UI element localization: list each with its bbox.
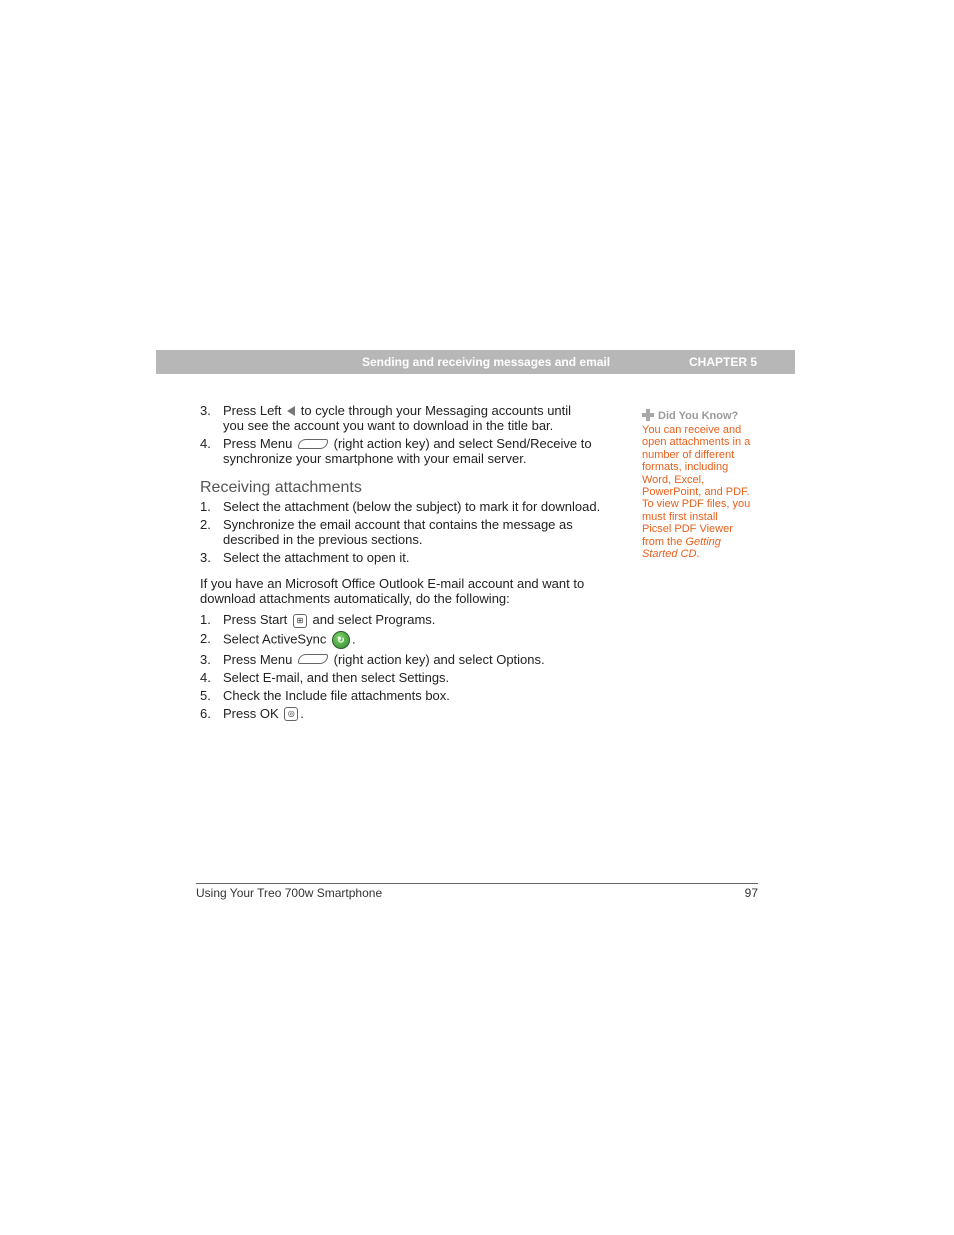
step-number: 3. xyxy=(200,651,211,667)
list-item xyxy=(200,670,620,685)
chapter-section-title: Sending and receiving messages and email xyxy=(362,355,611,369)
list-item xyxy=(200,631,620,649)
step-text: to cycle through your Messaging accounts until xyxy=(300,403,572,418)
step-number: 3. xyxy=(200,550,211,565)
page-number: 97 xyxy=(744,886,758,900)
step-text: you see the account you want to download in the title bar. xyxy=(223,418,554,433)
step-text: . xyxy=(351,631,356,646)
main-content xyxy=(200,403,620,724)
footer-book-title: Using Your Treo 700w Smartphone xyxy=(196,886,383,900)
list-item xyxy=(200,517,620,547)
list-item xyxy=(200,550,620,565)
step-text: Press Menu xyxy=(223,436,293,451)
sidebar-line: Word, Excel, xyxy=(642,473,705,486)
sidebar-title-text: Did You Know? xyxy=(658,410,739,422)
list-item xyxy=(200,706,620,722)
sidebar-italic: Getting xyxy=(685,535,721,548)
step-number: 3. xyxy=(200,403,211,418)
chapter-label: CHAPTER 5 xyxy=(689,355,758,369)
sidebar-line: open attachments in a xyxy=(642,436,751,449)
list-item xyxy=(200,688,620,703)
step-text: Press Menu xyxy=(223,651,293,667)
step-number: 1. xyxy=(200,499,211,514)
activesync-icon: ↻ xyxy=(332,631,350,649)
sidebar-line: To view PDF files, you xyxy=(642,498,751,511)
step-text: described in the previous sections. xyxy=(223,532,423,547)
step-text: Press Left xyxy=(223,403,282,418)
list-item xyxy=(200,403,620,433)
list-item xyxy=(200,499,620,514)
paragraph-text: download attachments automatically, do the following: xyxy=(200,591,510,606)
step-text: Select E-mail, and then select Settings. xyxy=(223,669,450,685)
ok-key-icon: ◎ xyxy=(284,707,298,721)
step-number: 1. xyxy=(200,612,211,627)
menu-key-icon xyxy=(298,439,328,449)
sidebar-line: from the xyxy=(642,535,686,548)
step-number: 4. xyxy=(200,436,211,451)
start-key-icon: ⊞ xyxy=(293,614,307,628)
sidebar-body xyxy=(642,424,760,560)
step-number: 2. xyxy=(200,630,211,646)
step-text: Check the Include file attachments box. xyxy=(223,687,450,703)
step-text: Synchronize the email account that contains the message as xyxy=(223,517,573,532)
left-arrow-icon xyxy=(287,406,295,416)
step-number: 6. xyxy=(200,705,211,721)
list-item xyxy=(200,612,620,628)
footer-divider xyxy=(196,883,758,884)
step-text: and select Programs. xyxy=(312,612,436,627)
sidebar-italic: Started CD xyxy=(642,548,697,561)
chapter-header-bar xyxy=(156,350,795,374)
sidebar-title xyxy=(642,409,760,423)
paragraph xyxy=(200,576,620,606)
step-number: 4. xyxy=(200,669,211,685)
sidebar-line: You can receive and xyxy=(642,424,742,436)
step-text: (right action key) and select Options. xyxy=(333,651,545,667)
did-you-know-sidebar xyxy=(642,409,760,560)
step-text: Select ActiveSync xyxy=(223,631,327,646)
step-number: 5. xyxy=(200,687,211,703)
step-text: Select the attachment to open it. xyxy=(223,550,410,565)
sidebar-line: . xyxy=(696,548,700,561)
paragraph-text: If you have an Microsoft Office Outlook E-mail account and want to xyxy=(200,576,585,591)
list-item xyxy=(200,652,620,667)
section-heading: Receiving attachments xyxy=(200,479,362,496)
list-item xyxy=(200,436,620,466)
step-text: Press Start xyxy=(223,612,288,627)
sidebar-line: formats, including xyxy=(642,461,729,474)
step-text: . xyxy=(300,705,304,721)
sidebar-line: Picsel PDF Viewer xyxy=(642,523,733,536)
sidebar-line: must first install xyxy=(642,510,718,523)
step-text: synchronize your smartphone with your email server. xyxy=(223,451,527,466)
step-text: Select the attachment (below the subject) to mark it for download. xyxy=(223,499,601,514)
menu-key-icon xyxy=(298,654,328,664)
sidebar-line: number of different xyxy=(642,448,735,461)
plus-icon xyxy=(642,409,654,421)
step-number: 2. xyxy=(200,517,211,532)
step-text: (right action key) and select Send/Receive to xyxy=(333,436,592,451)
step-text: Press OK xyxy=(223,705,279,721)
sidebar-line: PowerPoint, and PDF. xyxy=(642,486,750,499)
